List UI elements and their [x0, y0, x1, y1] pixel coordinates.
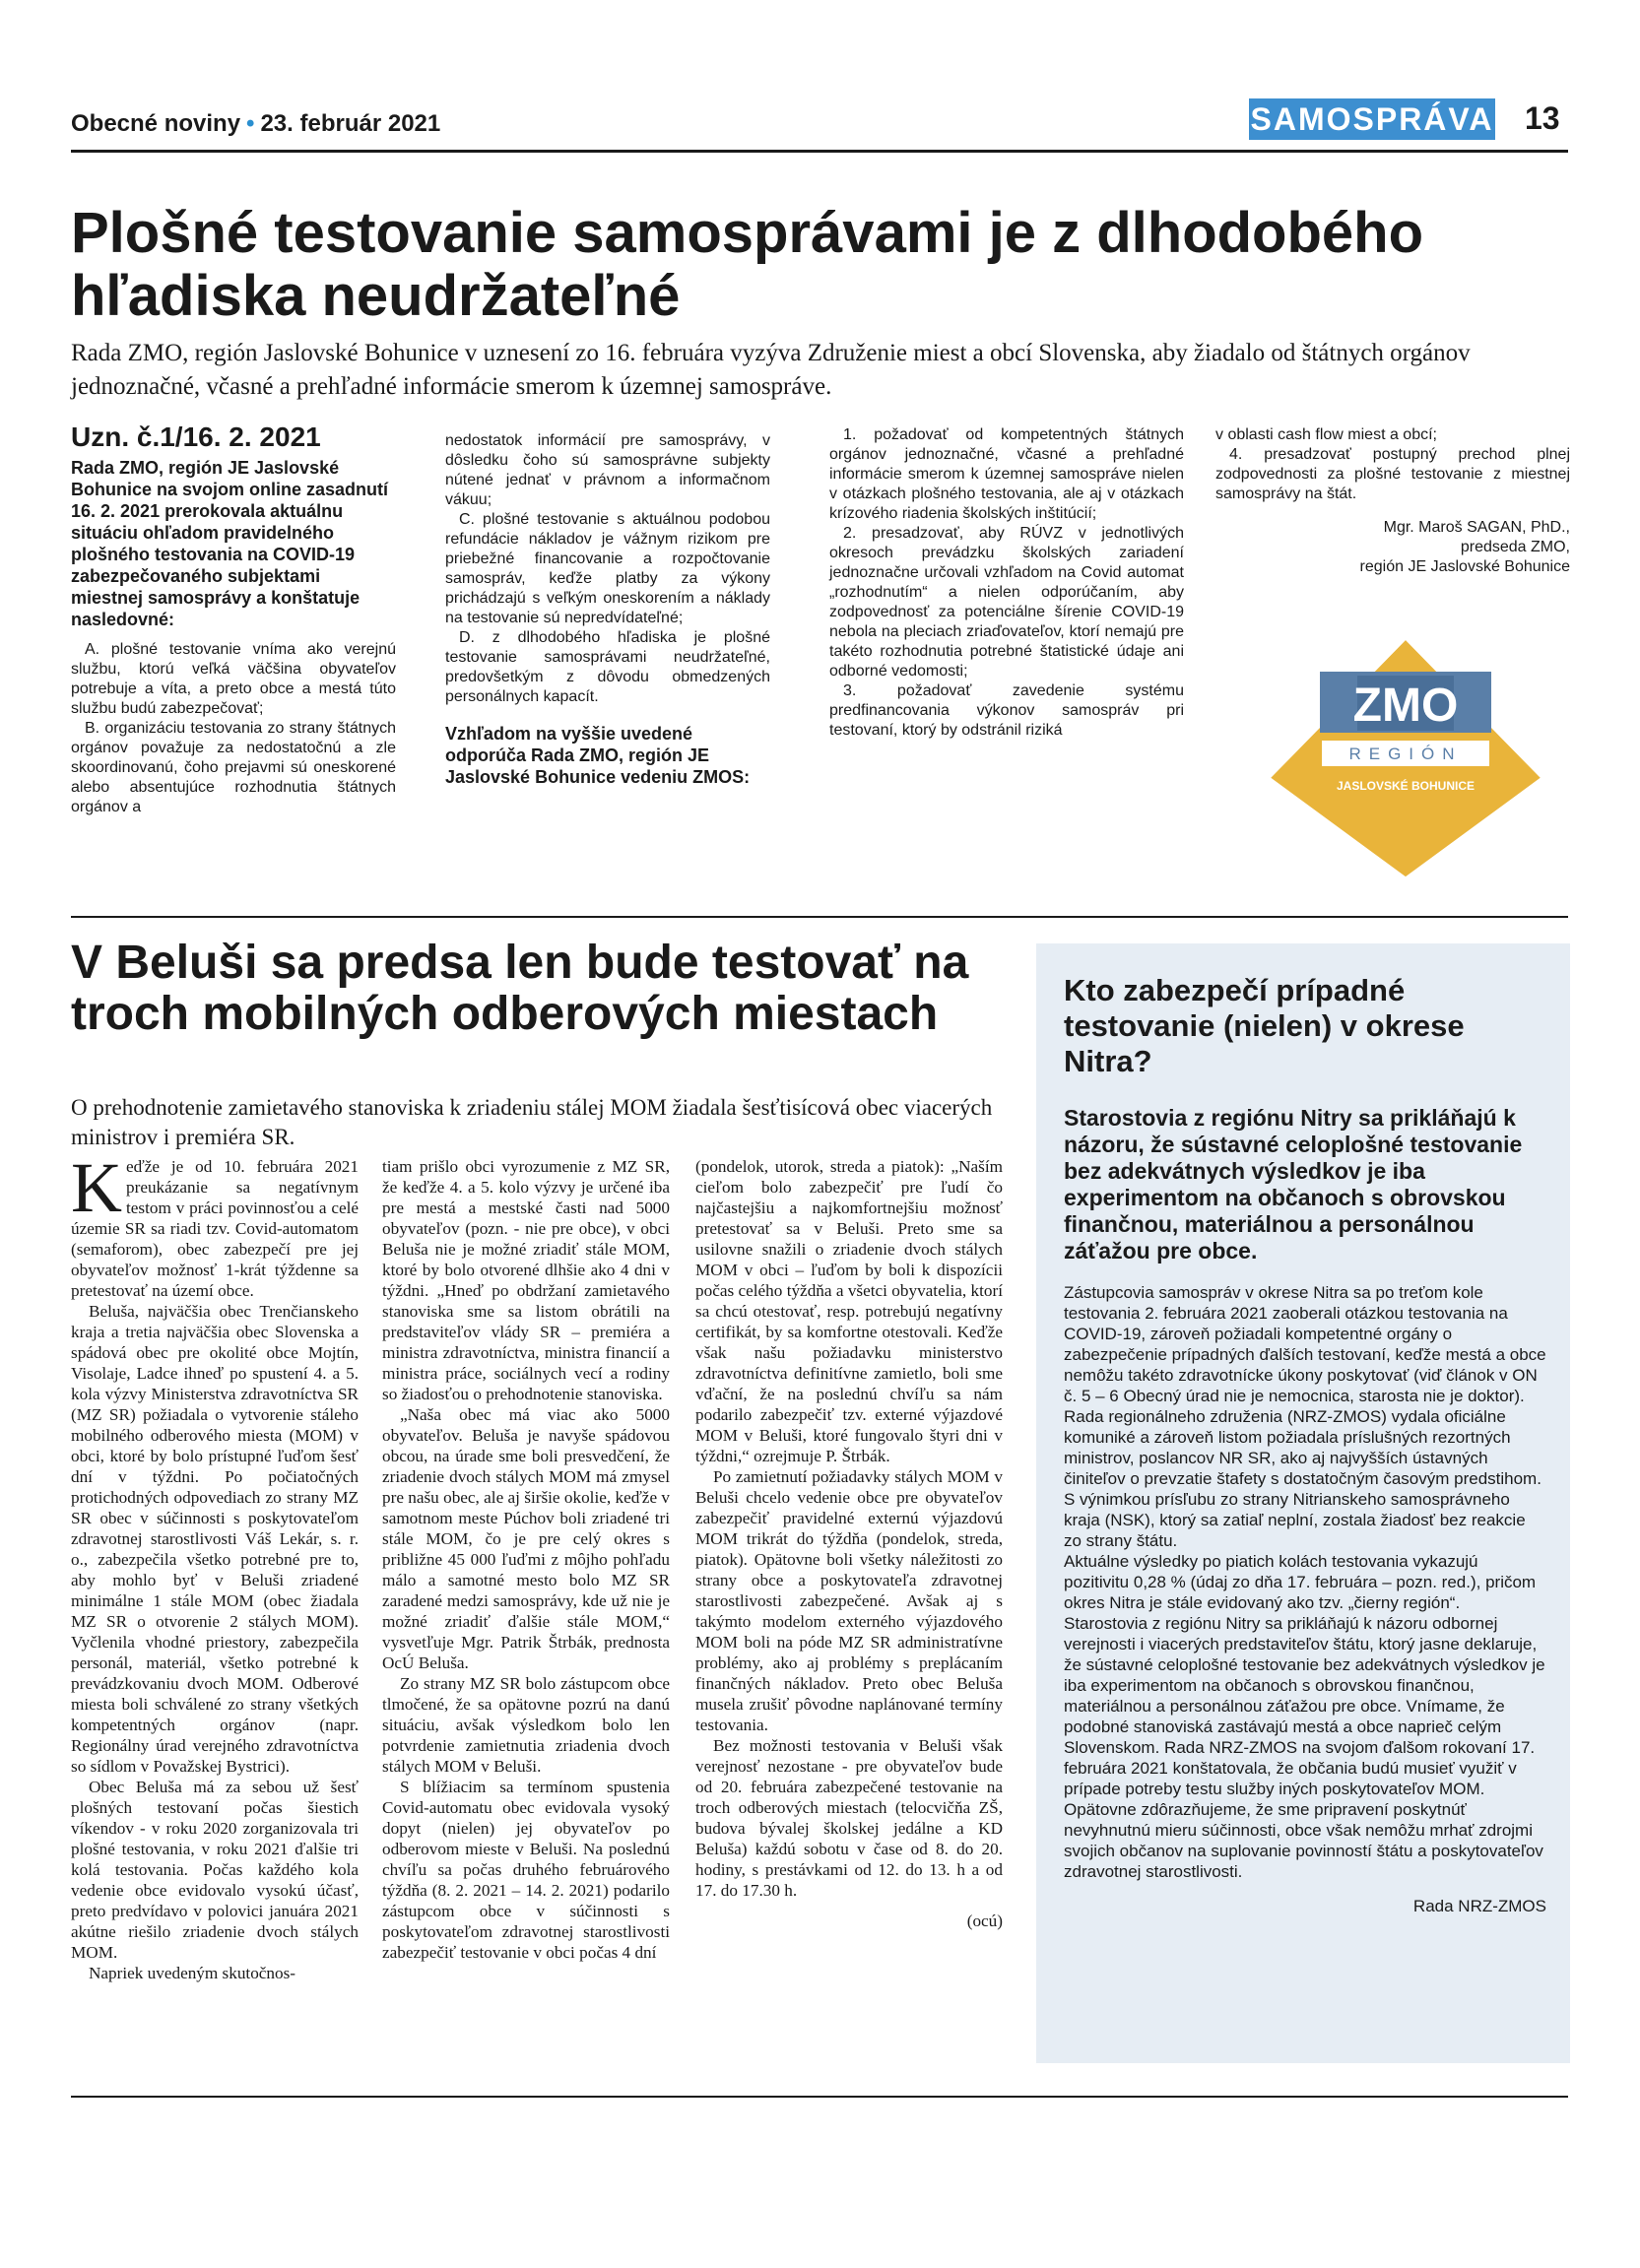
signature-line: región JE Jaslovské Bohunice	[1359, 558, 1570, 575]
paragraph: Bez možnosti testovania v Beluši však verejnosť nezostane - pre obyvateľov bude od 20. februára zabezpečené testovanie na troch odberových miestach (telocvičňa ZŠ, budova bývalej školskej jedálne a KD Beluša) každú sobotu v čase od 8. do 20. hodiny, s prestávkami od 12. do 13. h a od 17. do 17.30 h.	[695, 1736, 1003, 1900]
resolution-intro: Rada ZMO, región JE Jaslovské Bohunice na svojom online zasadnutí 16. 2. 2021 prerokovala aktuálnu situáciu ohľadom pravidelného plošného testovania na COVID-19 zabezpečovaného subjektami miestnej samosprávy a konštatuje nasledovné:	[71, 458, 389, 629]
drop-cap: K	[71, 1148, 122, 1227]
top-divider	[71, 150, 1568, 153]
paragraph: 1. požadovať od kompetentných štátnych orgánov jednoznačné, včasné a prehľadné informácie smerom k územnej samospráve nielen v otázkach plošného testovania, ale aj v otázkach krízového riadenia školských inštitúcií;	[829, 426, 1184, 522]
article1-title: Plošné testovanie samosprávami je z dlhodobého hľadiska neudržateľné	[71, 201, 1424, 328]
article1-column-2	[445, 431, 770, 788]
paragraph: Napriek uvedeným skutočnos-	[89, 1964, 296, 1982]
paragraph: Beluša, najväčšia obec Trenčianskeho kraja a tretia najväčšia obec Slovenska a spádová obec pre okolité obce Mojtín, Visolaje, Ladce ihneď po spustení 4. a 5. kola výzvy Ministerstva zdravotníctva SR (MZ SR) požiadala o vytvorenie stáleho mobilného odberového miesta (MOM) v obci, ktoré by bolo prístupné ľuďom šesť dní v týždni. Po počiatočných protichodných odpovediach zo strany MZ SR obec v súčinnosti s poskytovateľom zdravotnej starostlivosti Váš Lekár, s. r. o., zabezpečila všetko potrebné pre to, aby mohlo byť v Beluši zriadené minimálne 1 stále MOM (obec žiadala MZ SR o otvorenie 2 stálych MOM). Vyčlenila vhodné priestory, zabezpečila personál, materiál, všetko potrebné k prevádzkovaniu dvoch MOM. Odberové miesta boli schválené zo strany všetkých kompetentných orgánov (napr. Regionálny úrad verejného zdravotníctva so sídlom v Považskej Bystrici).	[71, 1302, 359, 1776]
signature-line: Mgr. Maroš SAGAN, PhD.,	[1383, 519, 1570, 536]
paragraph: nedostatok informácií pre samosprávy, v dôsledku čoho sú samosprávne subjekty nútené jednať v právnom a informačnom vákuu;	[445, 432, 770, 508]
sidebar-title: Kto zabezpečí prípadné testovanie (nielen) v okrese Nitra?	[1064, 973, 1465, 1078]
paragraph: D. z dlhodobého hľadiska je plošné testovanie samosprávami neudržateľné, predovšetkým z dôvodu obmedzených personálnych kapacít.	[445, 629, 770, 705]
article1-signature	[1215, 518, 1570, 577]
paragraph: Starostovia z regiónu Nitry sa prikláňajú k názoru odbornej verejnosti i viacerých predstaviteľov štátu, ktorý jasne deklaruje, že sústavné celoplošné testovanie bez adekvátnych výsledkov je iba experimentom na občanoch s obrovskou finančnou, materiálnou a personálnou záťažou pre obce. Vnímame, že podobné stanoviská zastávajú mestá a obce naprieč celým Slovenskom. Rada NRZ-ZMOS na svojom ďalšom rokovaní 17. februára 2021 konštatovala, že občania budú musieť využiť v prípade potreby testu služby iných poskytovateľov MOM.	[1064, 1614, 1545, 1798]
separator-dot: •	[246, 110, 255, 137]
first-paragraph	[71, 1148, 359, 1301]
sidebar-body	[1064, 1282, 1546, 1916]
paragraph: Rada regionálneho združenia (NRZ-ZMOS) vydala oficiálne komuniké a zároveň listom požiadala príslušných rezortných ministrov, poslancov NR SR, ako aj najvyšších ústavných činiteľov o prevzatie štafety s dostatočným časovým predstihom.	[1064, 1407, 1542, 1488]
paragraph: Aktuálne výsledky po piatich kolách testovania vykazujú pozitivitu 0,28 % (údaj zo dňa 17. februára – pozn. red.), pričom okres Nitra je stále evidovaný ako tzv. „čierny región“.	[1064, 1552, 1537, 1612]
logo-sub-text: JASLOVSKÉ BOHUNICE	[1336, 779, 1476, 793]
logo-zmo-text: ZMO	[1352, 680, 1459, 732]
paragraph: S blížiacim sa termínom spustenia Covid-automatu obec evidovala vysoký dopyt (nielen) jej obyvateľov po odberovom mieste v Beluši. Na poslednú chvíľu sa počas druhého februárového týždňa (8. 2. 2021 – 14. 2. 2021) podarilo zástupcom obce v súčinnosti s poskytovateľom zdravotnej starostlivosti zabezpečiť testovanie v obci počas 4 dní	[382, 1778, 670, 1962]
section-tag: SAMOSPRÁVA	[1249, 98, 1495, 140]
paragraph: Obec Beluša má za sebou už šesť plošných testovaní počas šiestich víkendov - v roku 2020 zorganizovala tri plošné testovania, v roku 2021 ďalšie tri kolá testovania. Počas každého kola vedenie obce evidovalo vysokú účasť, preto predvídavo v polovici januára 2021 akútne riešilo zriadenie dvoch stálych MOM.	[71, 1778, 359, 1962]
paragraph: (pondelok, utorok, streda a piatok): „Naším cieľom bolo zabezpečiť pre ľudí čo najčastejšiu a najkomfortnejšiu možnosť pretestovať sa v Beluši. Preto sme sa usilovne snažili o zriadenie dvoch stálych MOM v obci – ľuďom by boli k dispozícii počas celého týždňa a všetci obyvatelia, ktorí sa chcú otestovať, resp. potrebujú negatívny certifikát, by sa komfortne otestovali. Keďže však našu požiadavku ministerstvo zdravotníctva definitívne zamietlo, boli sme vďační, že na poslednú chvíľu sa nám podarilo zabezpečiť tzv. externé výjazdové MOM v Beluši, ktoré fungovalo štyri dni v týždni,“ ozrejmuje P. Štrbák.	[695, 1157, 1003, 1465]
article1-column-3	[829, 425, 1184, 741]
masthead	[71, 110, 440, 138]
article2-title: V Beluši sa predsa len bude testovať na troch mobilných odberových miestach	[71, 937, 969, 1040]
paragraph: tiam prišlo obci vyrozumenie z MZ SR, že keďže 4. a 5. kolo výzvy je určené iba pre mestá a mestské časti nad 5000 obyvateľov (pozn. - nie pre obce), v obci Beluša nie je možné zriadiť stále MOM, ktoré by bolo otvorené dlhšie ako 4 dni v týždni. „Hneď po obdržaní zamietavého stanoviska sme sa listom obrátili na predstaviteľov vlády SR – premiéra a ministra zdravotníctva, ministra financií a ministra práce, sociálnych vecí a rodiny so žiadosťou o prehodnotenie stanoviska.	[382, 1157, 670, 1403]
paper-name: Obecné noviny	[71, 110, 241, 137]
article2-column-3	[695, 1156, 1003, 1931]
paragraph: Opätovne zdôrazňujeme, že sme pripravení poskytnúť nevyhnutnú mieru súčinnosti, obce však nemôžu mrhať zdrojmi svojich občanov na suplovanie povinností štátu a poskytovateľov zdravotnej starostlivosti.	[1064, 1800, 1543, 1881]
signature-line: predseda ZMO,	[1460, 539, 1570, 555]
paragraph: 2. presadzovať, aby RÚVZ v jednotlivých okresoch prevádzku školských zariadení jednoznačne určovali vzhľadom na Covid automat „rozhodnutím“ a nielen odporúčaním, aby zodpovednosť za potenciálne šírenie COVID-19 nebola na pleciach zriaďovateľov, ktorí nemajú pre takéto rozhodnutia potrebné štatistické údaje ani odborné vedomosti;	[829, 525, 1184, 680]
paragraph: 3. požadovať zavedenie systému predfinancovania výkonov samospráv pri testovaní, ktorý by odstránil riziká	[829, 682, 1184, 739]
paragraph: 4. presadzovať postupný prechod plnej zodpovednosti za plošné testovanie z miestnej samosprávy na štát.	[1215, 446, 1570, 502]
article2-column-2	[382, 1156, 670, 1963]
resolution-number: Uzn. č.1/16. 2. 2021	[71, 421, 321, 452]
mid-divider	[71, 916, 1568, 918]
article2-column-1	[71, 1148, 359, 1983]
article2-lead: O prehodnotenie zamietavého stanoviska k zriadeniu stálej MOM žiadala šesťtisícová obec viacerých ministrov i premiéra SR.	[71, 1095, 993, 1149]
sidebar-signature: Rada NRZ-ZMOS	[1412, 1897, 1546, 1915]
sidebar-lead: Starostovia z regiónu Nitry sa prikláňajú k názoru, že sústavné celoplošné testovanie bez adekvátnych výsledkov je iba experimentom na občanoch s obrovskou finančnou, materiálnou a personálnou záťažou pre obce.	[1064, 1105, 1523, 1264]
paragraph: v oblasti cash flow miest a obcí;	[1215, 426, 1437, 443]
paragraph: A. plošné testovanie vníma ako verejnú službu, ktorú veľká väčšina obyvateľov potrebuje a víta, a preto obce a mestá túto službu budú zabezpečovať;	[71, 641, 396, 717]
recommendation-heading: Vzhľadom na vyššie uvedené odporúča Rada ZMO, región JE Jaslovské Bohunice vedeniu ZMOS:	[445, 724, 751, 787]
article1-column-1	[71, 421, 396, 817]
paragraph: Zo strany MZ SR bolo zástupcom obce tlmočené, že sa opätovne pozrú na danú situáciu, avšak výsledkom bolo len potvrdenie zamietnutia zriadenia dvoch stálych MOM v Beluši.	[382, 1674, 670, 1776]
paragraph: B. organizáciu testovania zo strany štátnych orgánov považuje za nedostatočnú a zle skoordinovanú, čoho prejavmi sú oneskorené alebo absentujúce rozhodnutia štátnych orgánov a	[71, 720, 396, 815]
article1-lead: Rada ZMO, región Jaslovské Bohunice v uznesení zo 16. februára vyzýva Združenie miest a obcí Slovenska, aby žiadalo od štátnych orgánov jednoznačné, včasné a prehľadné informácie smerom k územnej samospráve.	[71, 340, 1471, 400]
paragraph: Zástupcovia samospráv v okrese Nitra sa po treťom kole testovania 2. februára 2021 zaoberali otázkou testovania na COVID-19, zároveň požiadali kompetentné orgány o zabezpečenie prípadných ďalších testovaní, keďže mestá a obce nemôžu takéto zdravotnícke úkony poskytovať (viď článok v ON č. 5 – 6 Obecný úrad nie je nemocnica, starosta nie je doktor).	[1064, 1283, 1546, 1405]
author-initials: (ocú)	[966, 1912, 1003, 1930]
paragraph: Po zamietnutí požiadavky stálych MOM v Beluši chcelo vedenie obce pre obyvateľov zabezpečiť pravidelné externú výjazdovú MOM trikrát do týždňa (pondelok, streda, piatok). Opätovne boli všetky náležitosti zo strany obce a poskytovateľa zdravotnej starostlivosti zabezpečené. Avšak aj s takýmto modelom externého výjazdového MOM boli na póde MZ SR administratívne problémy, ako aj problémy s preplácaním finančných nákladov. Preto obec Beluša musela zrušiť pôvodne naplánované termíny testovania.	[695, 1467, 1003, 1734]
article1-column-4	[1215, 425, 1570, 577]
paragraph: S výnimkou prísľubu zo strany Nitrianskeho samosprávneho kraja (NSK), ktorý sa zatiaľ neplní, zostala žiadosť bez reakcie zo strany štátu.	[1064, 1490, 1526, 1550]
paragraph: C. plošné testovanie s aktuálnou podobou refundácie nákladov je vážnym rizikom pre priebežné financovanie a rozpočtovanie samospráv, keďže platby za výkony prichádzajú s veľkým oneskorením a náklady na testovanie sú nepredvídateľné;	[445, 511, 770, 626]
logo-region-text: REGIÓN	[1348, 745, 1463, 763]
page-number: 13	[1525, 100, 1560, 136]
issue-date: 23. február 2021	[260, 110, 441, 137]
first-paragraph-text: eďže je od 10. februára 2021 preukázanie sa negatívnym testom v práci povinnosťou a celé územie SR sa riadi tzv. Covid-automatom (semaforom), obec zabezpečí pre jej obyvateľov možnosť 1-krát týždenne sa pretestovať na území obce.	[71, 1157, 359, 1300]
bottom-divider	[71, 2096, 1568, 2098]
paragraph: „Naša obec má viac ako 5000 obyvateľov. Beluša je navyše spádovou obcou, na úrade sme boli presvedčení, že zriadenie dvoch stálych MOM má zmysel pre našu obec, ale aj širšie okolie, keďže v samotnom meste Púchov boli zriadené tri stále MOM, čo je pre celý okres s približne 45 000 ľuďmi z môjho pohľadu málo a samotné mesto bolo MZ SR zaradené medzi samosprávy, kde už nie je možné zriadiť ďalšie stále MOM,“ vysvetľuje Mgr. Patrik Štrbák, prednosta OcÚ Beluša.	[382, 1405, 670, 1672]
zmo-logo	[1263, 630, 1548, 886]
